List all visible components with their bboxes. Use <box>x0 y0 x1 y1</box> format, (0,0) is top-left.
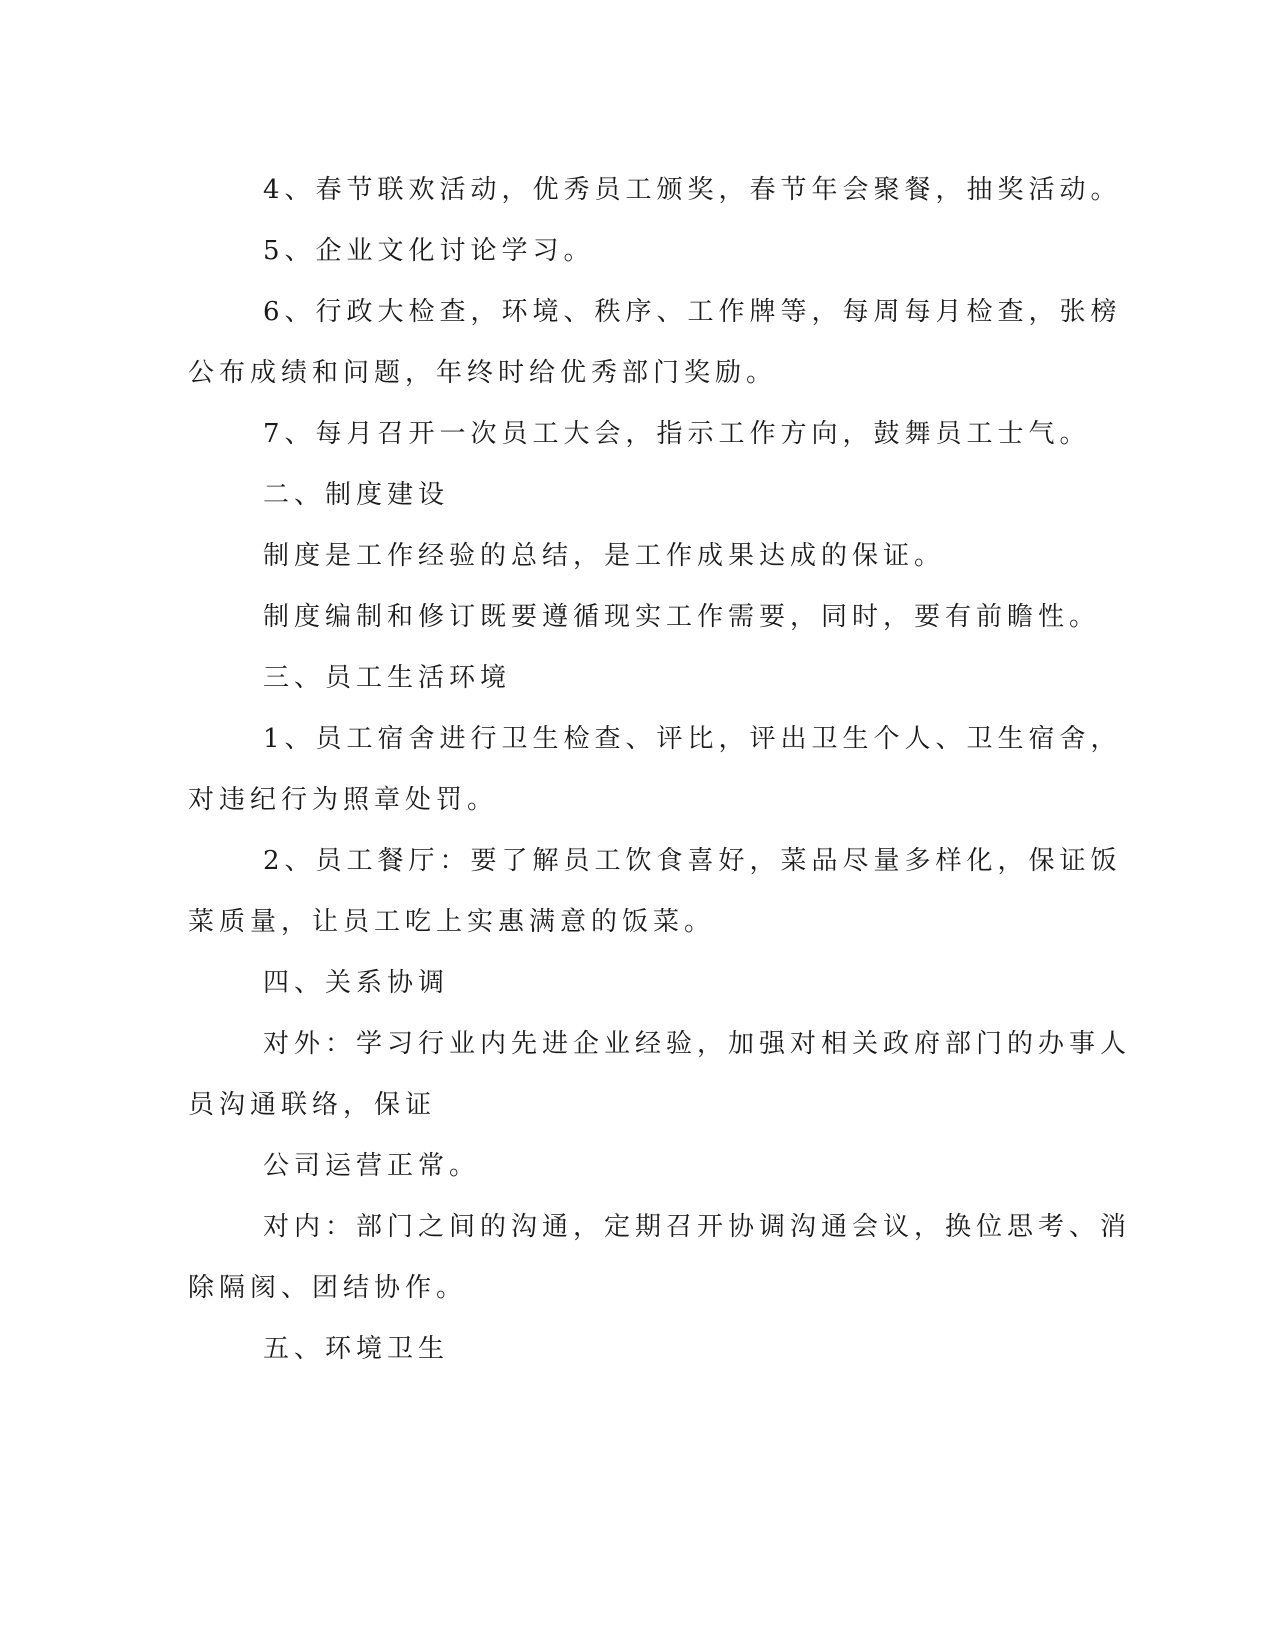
section-heading: 五、环境卫生 <box>263 1334 450 1364</box>
list-item-continuation: 对违纪行为照章处罚。 <box>188 785 499 815</box>
paragraph-continuation: 员沟通联络，保证 <box>188 1090 437 1120</box>
list-item: 2、员工餐厅：要了解员工饮食喜好，菜品尽量多样化，保证饭 <box>263 846 1122 876</box>
paragraph-continuation: 除隔阂、团结协作。 <box>188 1273 468 1303</box>
list-item: 4、春节联欢活动，优秀员工颁奖，春节年会聚餐，抽奖活动。 <box>263 175 1122 205</box>
paragraph: 对外：学习行业内先进企业经验，加强对相关政府部门的办事人 <box>263 1029 1132 1059</box>
paragraph: 公司运营正常。 <box>263 1151 481 1181</box>
list-item-continuation: 菜质量，让员工吃上实惠满意的饭菜。 <box>188 907 716 937</box>
list-item: 1、员工宿舍进行卫生检查、评比，评出卫生个人、卫生宿舍， <box>263 724 1122 754</box>
section-heading: 三、员工生活环境 <box>263 663 512 693</box>
paragraph: 对内：部门之间的沟通，定期召开协调沟通会议，换位思考、消 <box>263 1212 1132 1242</box>
section-heading: 二、制度建设 <box>263 480 450 510</box>
document-body <box>188 160 1132 1380</box>
paragraph: 制度编制和修订既要遵循现实工作需要，同时，要有前瞻性。 <box>263 602 1101 632</box>
list-item: 6、行政大检查，环境、秩序、工作牌等，每周每月检查，张榜 <box>263 297 1122 327</box>
section-heading: 四、关系协调 <box>263 968 450 998</box>
list-item: 7、每月召开一次员工大会，指示工作方向，鼓舞员工士气。 <box>263 419 1091 449</box>
list-item: 5、企业文化讨论学习。 <box>263 236 595 266</box>
list-item-continuation: 公布成绩和问题，年终时给优秀部门奖励。 <box>188 358 778 388</box>
paragraph: 制度是工作经验的总结，是工作成果达成的保证。 <box>263 541 946 571</box>
